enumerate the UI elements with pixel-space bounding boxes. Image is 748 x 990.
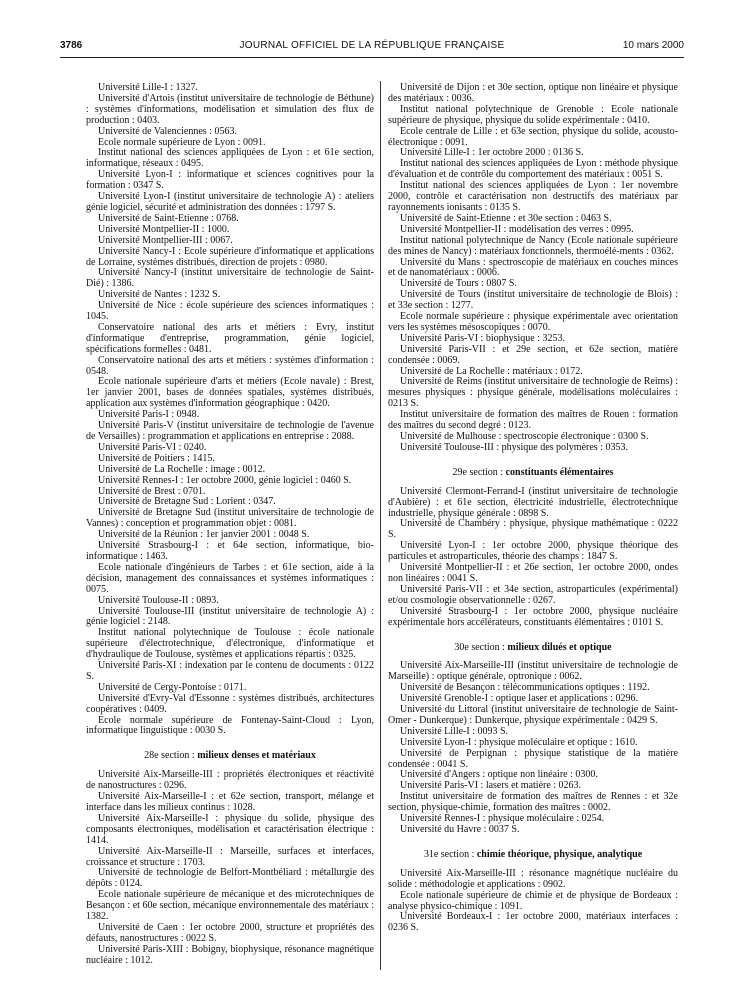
section-number: 29e section : (452, 466, 504, 478)
entry-paragraph: Université Aix-Marseille-III : résonance magnétique nucléaire du solide : méthodologie et applications : 0902. (388, 867, 678, 890)
entry-paragraph: Université Paris-V (institut universitaire de technologie de l'avenue de Versailles) : programmation et applications en entreprise : 2088. (86, 420, 374, 442)
entry-paragraph: Université Montpellier-II : modélisation des verres : 0995. (400, 223, 634, 235)
entry-paragraph: Université de Dijon : et 30e section, optique non linéaire et physique des matériaux : 0036. (388, 83, 678, 104)
entry-paragraph: Université Lille-I : 0093 S. (400, 725, 509, 737)
entry-paragraph: Université de Poitiers : 1415. (98, 452, 215, 464)
entry-paragraph: Université de Besançon : télécommunications optiques : 1192. (400, 682, 650, 694)
section-31-paragraphs (388, 869, 678, 934)
entry-paragraph: Université Paris-XIII : Bobigny, biophysique, résonance magnétique nucléaire : 1012. (86, 943, 374, 966)
entry-paragraph: Université de Saint-Etienne : 0768. (98, 212, 239, 224)
entry-paragraph: Université du Mans : spectroscopie de matériaux en couches minces et de nanomatériaux : 0006. (388, 256, 678, 279)
entry-paragraph: Ecole nationale supérieure de mécanique et des microtechniques de Besançon : et 60e section, mécanique environnementale des matériaux : 1382. (86, 889, 374, 923)
section-title: chimie théorique, physique, analytique (476, 848, 643, 860)
entry-paragraph: Université Aix-Marseille-III (institut universitaire de technologie de Marseille) : optique générale, optronique : 0062. (388, 660, 678, 683)
entry-paragraph: Université Paris-XI : indexation par le contenu de documents : 0122 S. (86, 660, 374, 682)
entry-paragraph: Université Clermont-Ferrand-I (institut universitaire de technologie d'Aubière) : et 61e section, électricité industrielle, électrotechnique industrielle, physique générale : 0898 S. (388, 485, 678, 519)
entry-paragraph: Institut national des sciences appliquées de Lyon : 1er novembre 2000, contrôle et caractérisation non destructifs des matériaux par rayonnements ionisants : 0135 S. (388, 180, 678, 213)
entry-paragraph: Université Lyon-I (institut universitaire de technologie A) : ateliers génie logiciel, sécurité et administration des données : 1797 S. (86, 191, 374, 213)
right-column (388, 83, 678, 966)
entry-paragraph: Université de Cergy-Pontoise : 0171. (98, 681, 247, 693)
entry-paragraph: Ecole centrale de Lille : et 63e section, physique du solide, acousto-électronique : 0091. (388, 125, 678, 148)
entry-paragraph: Université Strasbourg-I : et 64e section, informatique, bio-informatique : 1463. (86, 540, 374, 562)
entry-paragraph: Ecole nationale supérieure de chimie et de physique de Bordeaux : analyse physico-chimique : 1091. (388, 889, 678, 912)
entry-paragraph: Université Rennes-I : 1er octobre 2000, génie logiciel : 0460 S. (98, 474, 352, 486)
section-title: milieux denses et matériaux (197, 750, 316, 762)
issue-date: 10 mars 2000 (622, 40, 684, 51)
entry-paragraph: Université de Mulhouse : spectroscopie électronique : 0300 S. (400, 431, 649, 442)
section-29-paragraphs (388, 487, 678, 629)
entry-paragraph: Université de Chambéry : physique, physique mathématique : 0222 S. (388, 518, 678, 541)
entry-paragraph: Ecole nationale supérieure d'arts et métiers (Ecole navale) : Brest, 1er janvier 2001, bases de données spatiales, systèmes distribués, application aux systèmes d'information géographique : 0420. (86, 376, 374, 410)
section-heading-30 (388, 643, 678, 654)
right-paragraphs (388, 83, 678, 454)
entry-paragraph: Université de Perpignan : physique statistique de la matière condensée : 0041 S. (388, 747, 678, 770)
section-heading-29 (388, 468, 678, 479)
entry-paragraph: Conservatoire national des arts et métiers : Evry, institut d'informatique d'entreprise, programmation, génie logiciel, spécifications formelles : 0481. (86, 321, 374, 355)
section-number: 31e section : (423, 848, 475, 860)
entry-paragraph: Université Lyon-I : informatique et sciences cognitives pour la formation : 0347 S. (86, 169, 374, 192)
entry-paragraph: Université Aix-Marseille-I : et 62e section, transport, mélange et interface dans les milieux continus : 1028. (86, 791, 374, 813)
entry-paragraph: Université de Tours (institut universitaire de technologie de Blois) : et 33e section : 1277. (388, 289, 678, 312)
entry-paragraph: Université de Bretagne Sud : Lorient : 0347. (98, 496, 276, 508)
entry-paragraph: Institut universitaire de formation des maîtres de Rennes : et 32e section, physique-chimie, formation des maîtres : 0002. (388, 791, 678, 814)
entry-paragraph: Université Montpellier-II : et 26e section, 1er octobre 2000, ondes non linéaires : 0041 S. (388, 562, 678, 584)
section-number: 30e section : (454, 641, 505, 653)
page-header (60, 40, 684, 56)
entry-paragraph: Université Aix-Marseille-II : Marseille, surfaces et interfaces, croissance et structure : 1703. (86, 845, 374, 868)
entry-paragraph: Université Toulouse-III (institut universitaire de technologie A) : génie logiciel : 2148. (86, 605, 374, 628)
left-column (86, 83, 374, 966)
entry-paragraph: Université Montpellier-II : 1000. (98, 223, 230, 235)
entry-paragraph: Institut national des sciences appliquées de Lyon : et 61e section, informatique, réseaux : 0495. (86, 147, 374, 170)
entry-paragraph: Ecole normale supérieure : physique expérimentale avec orientation vers les systèmes mésoscopiques : 0070. (388, 311, 678, 333)
header-rule (60, 57, 684, 58)
entry-paragraph: Université de Brest : 0701. (98, 485, 206, 497)
entry-paragraph: Université de la Réunion : 1er janvier 2001 : 0048 S. (98, 529, 310, 541)
entry-paragraph: Université Toulouse-III : physique des polymères : 0353. (400, 441, 628, 453)
section-heading-28 (86, 751, 374, 762)
entry-paragraph: Université Lille-I : 1327. (98, 83, 198, 93)
entry-paragraph: Institut national des sciences appliquées de Lyon : méthode physique d'évaluation et de contrôle du comportement des matériaux : 0051 S. (388, 158, 678, 181)
entry-paragraph: Université Paris-VII : et 34e section, astroparticules (expérimental) et/ou cosmologie observationnelle : 0267. (388, 583, 678, 606)
entry-paragraph: Université de La Rochelle : image : 0012. (98, 463, 266, 475)
section-title: constituants élémentaires (505, 466, 614, 478)
entry-paragraph: Institut national polytechnique de Grenoble : Ecole nationale supérieure de physique, physique du solide expérimentale : 0410. (388, 103, 678, 126)
entry-paragraph: Université Nancy-I : Ecole supérieure d'informatique et applications de Lorraine, systèmes distribués, direction de projets : 0980. (86, 245, 374, 268)
entry-paragraph: Institut national polytechnique de Nancy (Ecole nationale supérieure des mines de Nancy) : matériaux fonctionnels, thermoélé-ments : 0362. (388, 234, 678, 257)
entry-paragraph: Université Lyon-I : physique moléculaire et optique : 1610. (400, 736, 638, 748)
section-heading-31 (388, 850, 678, 861)
entry-paragraph: Université Strasbourg-I : 1er octobre 2000, physique nucléaire expérimentale hors accélérateurs, constituants élémentaires : 0101 S. (388, 605, 678, 628)
section-number: 28e section : (144, 750, 195, 762)
entry-paragraph: Université de La Rochelle : matériaux : 0172. (400, 365, 583, 377)
entry-paragraph: Université Lille-I : 1er octobre 2000 : 0136 S. (400, 147, 584, 159)
entry-paragraph: Université Paris-VI : biophysique : 3253. (400, 332, 565, 344)
entry-paragraph: Université Paris-I : 0948. (98, 409, 200, 421)
entry-paragraph: Université Rennes-I : physique moléculaire : 0254. (400, 813, 605, 825)
entry-paragraph: Université de technologie de Belfort-Montbéliard : métallurgie des dépôts : 0124. (86, 867, 374, 890)
section-28-paragraphs (86, 770, 374, 966)
column-divider (380, 81, 381, 970)
entry-paragraph: Université Montpellier-III : 0067. (98, 234, 233, 246)
entry-paragraph: Ecole nationale d'ingénieurs de Tarbes : et 61e section, aide à la décision, management des connaissances et systèmes informatiques : 0075. (86, 561, 374, 595)
left-paragraphs (86, 83, 374, 737)
entry-paragraph: Université du Littoral (institut universitaire de technologie de Saint-Omer - Dunkerque) : Dunkerque, physique expérimentale : 0429 S. (388, 704, 678, 726)
entry-paragraph: Conservatoire national des arts et métiers : systèmes d'information : 0548. (86, 354, 374, 377)
entry-paragraph: Université Paris-VI : 0240. (98, 441, 207, 453)
entry-paragraph: Université Aix-Marseille-III : propriétés électroniques et réactivité de nanostructures : 0296. (86, 769, 374, 792)
entry-paragraph: Université de Bretagne Sud (institut universitaire de technologie de Vannes) : conception et programmation objet : 0081. (86, 507, 374, 530)
entry-paragraph: Université Aix-Marseille-I : physique du solide, physique des composants électroniques, modélisation et caractérisation électrique : 1414. (86, 812, 374, 846)
entry-paragraph: Université d'Angers : optique non linéaire : 0300. (400, 769, 598, 781)
entry-paragraph: Université de Caen : 1er octobre 2000, structure et propriétés des défauts, nanostructures : 0022 S. (86, 921, 374, 944)
entry-paragraph: Université de Nice : école supérieure des sciences informatiques : 1045. (86, 300, 374, 323)
entry-paragraph: Université de Reims (institut universitaire de technologie de Reims) : mesures physiques : physique générale, modélisations moléculaires : 0213 S. (388, 376, 678, 410)
entry-paragraph: Université Lyon-I : 1er octobre 2000, physique théorique des particules et astroparticules, théorie des champs : 1847 S. (388, 540, 678, 563)
entry-paragraph: Université de Valenciennes : 0563. (98, 125, 237, 137)
entry-paragraph: Université de Saint-Etienne : et 30e section : 0463 S. (400, 212, 612, 224)
section-title: milieux dilués et optique (507, 641, 612, 653)
entry-paragraph: Université de Tours : 0807 S. (400, 278, 517, 290)
entry-paragraph: Université Grenoble-I : optique laser et applications : 0296. (400, 693, 638, 705)
entry-paragraph: Institut national polytechnique de Toulouse : école nationale supérieure d'électrotechnique, d'électronique, d'informatique et d'hydraulique de Toulouse, systèmes et applications répartis : 0325. (86, 627, 374, 661)
entry-paragraph: Ecole normale supérieure de Fontenay-Saint-Cloud : Lyon, informatique linguistique : 0030 S. (86, 714, 374, 737)
entry-paragraph: Institut universitaire de formation des maîtres de Rouen : formation des maîtres du second degré : 0123. (388, 409, 678, 432)
section-30-paragraphs (388, 661, 678, 836)
entry-paragraph: Université d'Artois (institut universitaire de technologie de Béthune) : systèmes d'informations, modélisation et simulation des flux de production : 0403. (86, 92, 374, 126)
entry-paragraph: Université Bordeaux-I : 1er octobre 2000, matériaux interfaces : 0236 S. (388, 911, 678, 934)
entry-paragraph: Université Toulouse-II : 0893. (98, 594, 219, 606)
entry-paragraph: Université de Nantes : 1232 S. (98, 289, 221, 301)
page-number: 3786 (60, 40, 83, 51)
entry-paragraph: Université d'Evry-Val d'Essonne : systèmes distribués, architectures coopératives : 0409. (86, 692, 374, 715)
entry-paragraph: Université Nancy-I (institut universitaire de technologie de Saint-Dié) : 1386. (86, 267, 374, 290)
entry-paragraph: Université du Havre : 0037 S. (400, 824, 520, 835)
entry-paragraph: Ecole normale supérieure de Lyon : 0091. (98, 136, 266, 148)
entry-paragraph: Université Paris-VI : lasers et matière : 0263. (400, 780, 582, 792)
entry-paragraph: Université Paris-VII : et 29e section, et 62e section, matière condensée : 0069. (388, 343, 678, 366)
journal-title: JOURNAL OFFICIEL DE LA RÉPUBLIQUE FRANÇAISE (239, 40, 505, 51)
